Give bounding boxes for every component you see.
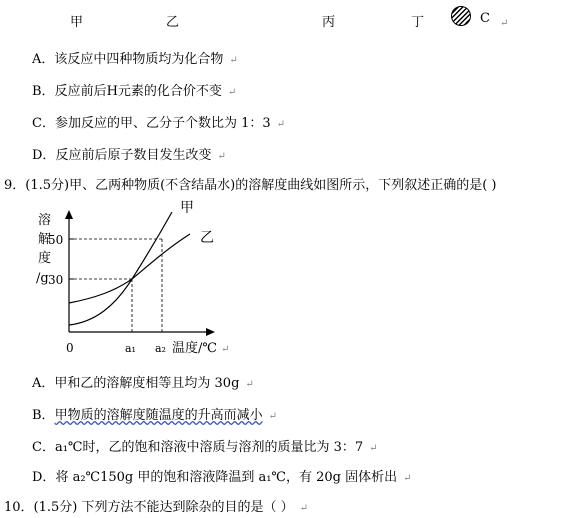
y-axis-label-char: /g — [36, 271, 49, 286]
x-tick-label: a₂ — [155, 342, 166, 355]
hatched-atom-icon — [451, 6, 471, 26]
x-axis-label: 温度/℃ — [172, 341, 217, 356]
option-text: 甲和乙的溶解度相等且均为 30g — [54, 376, 240, 391]
q10-stem — [4, 496, 308, 515]
series-label-jia: 甲 — [180, 200, 194, 216]
option-text: 将 a₂℃150g 甲的饱和溶液降温到 a₁℃，有 20g 固体析出 — [55, 470, 398, 485]
option-letter: C． — [32, 116, 55, 131]
y-tick-label: 30 — [48, 273, 64, 287]
paragraph-mark-icon: ↵ — [403, 473, 412, 484]
option-text: a₁℃时，乙的饱和溶液中溶质与溶剂的质量比为 3：7 — [54, 440, 364, 455]
option-text: 甲物质的溶解度随温度的升高而减小 — [54, 408, 263, 423]
x-tick-label: a₁ — [125, 342, 136, 355]
option-letter: B． — [32, 408, 55, 423]
paragraph-mark-icon: ↵ — [217, 151, 226, 162]
option-letter: C． — [32, 440, 55, 455]
option-text: 该反应中四种物质均为化合物 — [54, 52, 224, 67]
option-letter: A． — [32, 376, 55, 391]
origin-label: 0 — [66, 341, 74, 355]
label-bing: 丙 — [322, 15, 336, 30]
label-yi: 乙 — [166, 15, 180, 30]
option-letter: B． — [32, 84, 55, 99]
paragraph-mark-icon: ↵ — [221, 344, 230, 355]
q9-option-b[interactable] — [32, 404, 277, 423]
paragraph-mark-icon: ↵ — [369, 443, 378, 454]
label-ding: 丁 — [411, 15, 425, 30]
y-tick-label: 50 — [48, 233, 64, 247]
series-line-yi — [69, 234, 190, 303]
q9-stem: 9．(1.5分)甲、乙两种物质(不含结晶水)的溶解度曲线如图所示，下列叙述正确的是( ) — [4, 178, 497, 193]
y-axis-label-char: 度 — [38, 251, 52, 266]
label-c: C — [480, 11, 490, 26]
solubility-chart — [0, 196, 240, 362]
label-jia: 甲 — [70, 15, 84, 30]
option-letter: A． — [32, 52, 55, 67]
paragraph-mark-icon: ↵ — [268, 411, 277, 422]
q8-option-d[interactable] — [32, 144, 226, 163]
y-axis-label-char: 解 — [38, 232, 52, 247]
q8-option-b[interactable] — [32, 80, 236, 99]
q8-option-c[interactable] — [32, 112, 285, 131]
option-text: 参加反应的甲、乙分子个数比为 1：3 — [54, 116, 271, 131]
series-label-yi: 乙 — [200, 230, 214, 246]
series-line-jia — [69, 212, 172, 325]
x-axis-arrow-icon — [206, 328, 215, 336]
option-text: 反应前后H元素的化合价不变 — [54, 84, 222, 99]
paragraph-mark-icon: ↵ — [245, 379, 254, 390]
y-axis-arrow-icon — [65, 210, 73, 219]
y-axis-label-char: 溶 — [38, 213, 52, 228]
q9-option-c[interactable] — [32, 436, 378, 455]
option-text: 反应前后原子数目发生改变 — [55, 148, 212, 163]
paragraph-mark-icon: ↵ — [276, 119, 286, 130]
paragraph-mark-icon: ↵ — [229, 55, 238, 66]
q9-option-d[interactable] — [32, 466, 412, 485]
q9-option-a[interactable] — [32, 372, 254, 391]
option-letter: D． — [32, 470, 56, 485]
paragraph-mark-icon: ↵ — [299, 503, 309, 514]
paragraph-mark-icon: ↵ — [227, 87, 237, 98]
q10-stem-text: 10．(1.5分) 下列方法不能达到除杂的目的是（ ） — [4, 500, 294, 515]
option-letter: D． — [32, 148, 56, 163]
q8-option-a[interactable] — [32, 48, 238, 67]
paragraph-mark-icon: ↵ — [500, 18, 509, 29]
